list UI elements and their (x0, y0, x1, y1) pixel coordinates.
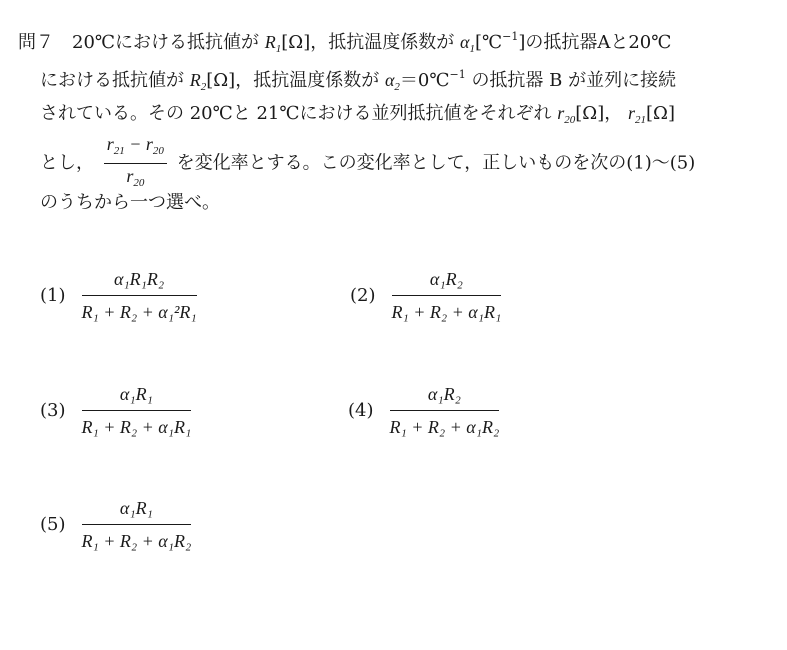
text-segment: [Ω]， (575, 103, 623, 124)
text-segment: されている。その 20℃と 21℃における並列抵抗値をそれぞれ (40, 103, 552, 124)
question-text (18, 18, 770, 222)
symbol-alpha2: $\alpha_2$ (384, 70, 400, 93)
option-numerator: α₁R₂ (390, 381, 500, 411)
option-denominator: R₁ + R₂ + α₁²R₁ (81, 302, 197, 322)
question-number: 問７ (18, 32, 54, 53)
text-segment: を変化率とする。この変化率として，正しいものを次の(1)～(5) (176, 152, 696, 174)
option-label: (1) (40, 285, 66, 306)
fraction-denominator: $r_{20}$ (126, 166, 145, 189)
text-segment: の抵抗器 B が並列に接続 (471, 70, 677, 91)
text-segment: [Ω]，抵抗温度係数が (281, 32, 455, 53)
option-denominator: R₁ + R₂ + α₁R₁ (391, 302, 502, 322)
option-numerator: α₁R₁R₂ (82, 266, 197, 296)
text-segment: 20℃における抵抗値が (72, 32, 260, 53)
option-numerator: α₁R₁ (82, 381, 192, 411)
superscript-minus-one: −1 (449, 68, 466, 81)
option-denominator: R₁ + R₂ + α₁R₁ (81, 417, 192, 437)
text-segment: [℃ (474, 32, 503, 53)
symbol-r1: $R_1$ (264, 32, 282, 55)
option-label: (4) (348, 400, 374, 421)
option-fraction (82, 266, 197, 325)
text-segment: とし， (40, 152, 94, 174)
question-line-5: のうちから一つ選べ。 (40, 192, 220, 213)
option-fraction (390, 381, 500, 440)
question-line-1 (18, 18, 770, 56)
option-5[interactable] (40, 495, 191, 554)
option-fraction (392, 266, 502, 325)
symbol-r2: $R_2$ (189, 70, 207, 93)
symbol-r20: $r_{20}$ (557, 103, 576, 126)
option-1[interactable] (40, 266, 197, 325)
question-line-2 (18, 56, 770, 94)
option-4[interactable] (348, 381, 499, 440)
question-line-3 (18, 94, 770, 132)
text-segment: ＝0℃ (399, 70, 450, 91)
symbol-alpha1: $\alpha_1$ (459, 32, 475, 55)
option-3[interactable] (40, 381, 191, 440)
fraction-numerator: $r_{21} - r_{20}$ (104, 132, 167, 164)
option-2[interactable] (350, 266, 501, 325)
option-denominator: R₁ + R₂ + α₁R₂ (81, 531, 192, 551)
option-fraction (82, 495, 192, 554)
option-numerator: α₁R₂ (392, 266, 502, 296)
text-segment: における抵抗値が (40, 70, 184, 91)
option-numerator: α₁R₁ (82, 495, 192, 525)
text-segment: [Ω]，抵抗温度係数が (206, 70, 380, 91)
option-label: (2) (350, 285, 376, 306)
text-segment: ]の抵抗器Aと20℃ (518, 32, 672, 53)
symbol-r21: $r_{21}$ (627, 103, 646, 126)
superscript-minus-one: −1 (502, 30, 519, 43)
option-fraction (82, 381, 192, 440)
option-denominator: R₁ + R₂ + α₁R₂ (389, 417, 500, 437)
option-label: (3) (40, 400, 66, 421)
option-label: (5) (40, 514, 66, 535)
question-line-4 (18, 132, 770, 189)
text-segment: [Ω] (646, 103, 675, 124)
